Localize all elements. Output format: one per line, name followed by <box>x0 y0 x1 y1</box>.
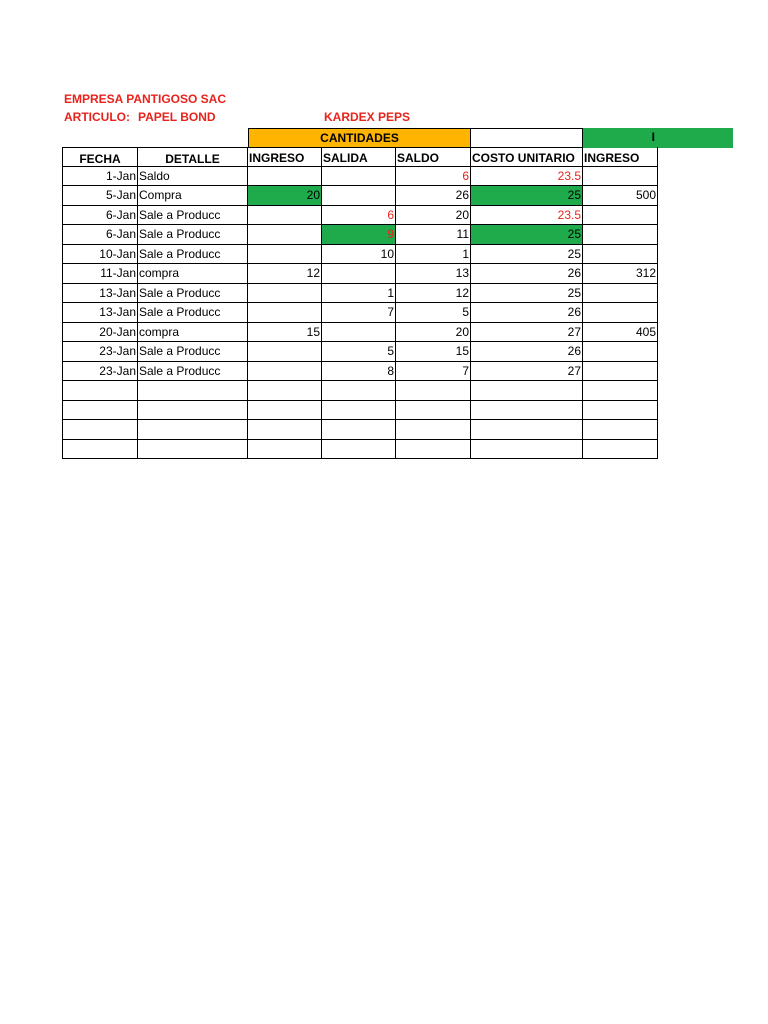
company-name: EMPRESA PANTIGOSO SAC <box>64 92 227 106</box>
table-cell-salida[interactable]: 5 <box>322 342 396 362</box>
empty-cell[interactable] <box>396 440 471 460</box>
empty-cell[interactable] <box>396 401 471 421</box>
column-header-detalle[interactable]: DETALLE <box>138 147 248 167</box>
empty-cell[interactable] <box>583 420 658 440</box>
empty-cell[interactable] <box>322 401 396 421</box>
empty-cell[interactable] <box>138 440 248 460</box>
table-cell-detalle[interactable]: Saldo <box>138 167 248 187</box>
table-cell-saldo[interactable]: 15 <box>396 342 471 362</box>
table-cell-detalle[interactable]: Sale a Producc <box>138 225 248 245</box>
table-cell-saldo[interactable]: 11 <box>396 225 471 245</box>
empty-cell[interactable] <box>248 420 322 440</box>
table-cell-salida[interactable]: 6 <box>322 206 396 226</box>
table-cell-costo[interactable]: 25 <box>471 186 583 206</box>
table-cell-saldo[interactable]: 20 <box>396 323 471 343</box>
table-cell-costo[interactable]: 27 <box>471 323 583 343</box>
table-cell-saldo[interactable]: 13 <box>396 264 471 284</box>
empty-cell[interactable] <box>322 420 396 440</box>
table-cell-fecha[interactable]: 5-Jan <box>62 186 138 206</box>
table-cell-saldo[interactable]: 20 <box>396 206 471 226</box>
empty-cell[interactable] <box>471 401 583 421</box>
empty-cell[interactable] <box>396 420 471 440</box>
table-cell-saldo[interactable]: 6 <box>396 167 471 187</box>
table-cell-saldo[interactable]: 1 <box>396 245 471 265</box>
table-cell-salida[interactable]: 7 <box>322 303 396 323</box>
table-cell-salida[interactable] <box>322 167 396 187</box>
empty-cell[interactable] <box>471 381 583 401</box>
table-cell-salida[interactable]: 8 <box>322 362 396 382</box>
table-cell-salida[interactable]: 10 <box>322 245 396 265</box>
table-cell-ingreso2[interactable] <box>583 303 658 323</box>
empty-cell[interactable] <box>62 401 138 421</box>
table-cell-detalle[interactable]: Sale a Producc <box>138 362 248 382</box>
table-cell-ingreso[interactable]: 15 <box>248 323 322 343</box>
empty-cell[interactable] <box>62 440 138 460</box>
column-header-ingreso2[interactable]: INGRESO <box>583 147 658 167</box>
table-cell-detalle[interactable]: Sale a Producc <box>138 342 248 362</box>
table-cell-ingreso2[interactable] <box>583 167 658 187</box>
table-cell-costo[interactable]: 27 <box>471 362 583 382</box>
empty-cell[interactable] <box>583 401 658 421</box>
kardex-title: KARDEX PEPS <box>324 110 411 124</box>
table-cell-detalle[interactable]: Sale a Producc <box>138 245 248 265</box>
article-label: ARTICULO: <box>64 110 130 124</box>
table-cell-salida[interactable] <box>322 186 396 206</box>
table-cell-fecha[interactable]: 23-Jan <box>62 342 138 362</box>
table-cell-ingreso[interactable] <box>248 245 322 265</box>
table-cell-costo[interactable]: 23.5 <box>471 167 583 187</box>
empty-cell[interactable] <box>248 381 322 401</box>
table-cell-ingreso[interactable] <box>248 167 322 187</box>
table-cell-salida[interactable] <box>322 264 396 284</box>
column-header-fecha[interactable]: FECHA <box>62 147 138 167</box>
column-header-saldo[interactable]: SALDO <box>396 147 471 167</box>
table-cell-detalle[interactable]: Compra <box>138 186 248 206</box>
table-cell-fecha[interactable]: 6-Jan <box>62 225 138 245</box>
table-cell-ingreso2[interactable] <box>583 362 658 382</box>
table-cell-salida[interactable]: 9 <box>322 225 396 245</box>
table-cell-ingreso[interactable] <box>248 206 322 226</box>
table-cell-saldo[interactable]: 12 <box>396 284 471 304</box>
empty-cell[interactable] <box>583 440 658 460</box>
empty-cell[interactable] <box>471 420 583 440</box>
table-cell-ingreso[interactable] <box>248 362 322 382</box>
table-cell-costo[interactable]: 25 <box>471 245 583 265</box>
empty-cell[interactable] <box>248 401 322 421</box>
empty-cell[interactable] <box>138 401 248 421</box>
table-cell-detalle[interactable]: compra <box>138 264 248 284</box>
table-cell-ingreso[interactable]: 12 <box>248 264 322 284</box>
empty-cell[interactable] <box>62 381 138 401</box>
table-cell-salida[interactable] <box>322 323 396 343</box>
table-cell-detalle[interactable]: Sale a Producc <box>138 284 248 304</box>
table-cell-ingreso2[interactable] <box>583 245 658 265</box>
table-cell-costo[interactable]: 26 <box>471 264 583 284</box>
empty-cell[interactable] <box>62 420 138 440</box>
table-cell-ingreso2[interactable]: 405 <box>583 323 658 343</box>
table-cell-costo[interactable]: 23.5 <box>471 206 583 226</box>
article-value: PAPEL BOND <box>138 110 216 124</box>
table-cell-detalle[interactable]: Sale a Producc <box>138 303 248 323</box>
empty-cell[interactable] <box>322 381 396 401</box>
empty-cell[interactable] <box>248 440 322 460</box>
table-cell-ingreso[interactable] <box>248 225 322 245</box>
empty-cell[interactable] <box>322 440 396 460</box>
empty-cell[interactable] <box>138 420 248 440</box>
empty-cell[interactable] <box>583 381 658 401</box>
column-header-salida[interactable]: SALIDA <box>322 147 396 167</box>
table-cell-ingreso2[interactable] <box>583 206 658 226</box>
table-cell-detalle[interactable]: compra <box>138 323 248 343</box>
table-cell-ingreso2[interactable] <box>583 284 658 304</box>
table-cell-costo[interactable]: 25 <box>471 225 583 245</box>
table-cell-ingreso2[interactable] <box>583 225 658 245</box>
empty-cell[interactable] <box>138 381 248 401</box>
table-cell-saldo[interactable]: 5 <box>396 303 471 323</box>
table-cell-ingreso[interactable] <box>248 284 322 304</box>
table-cell-fecha[interactable]: 6-Jan <box>62 206 138 226</box>
table-cell-saldo[interactable]: 26 <box>396 186 471 206</box>
table-cell-detalle[interactable]: Sale a Producc <box>138 206 248 226</box>
table-cell-fecha[interactable]: 20-Jan <box>62 323 138 343</box>
table-cell-fecha[interactable]: 23-Jan <box>62 362 138 382</box>
table-cell-fecha[interactable]: 1-Jan <box>62 167 138 187</box>
table-cell-costo[interactable]: 26 <box>471 342 583 362</box>
table-cell-saldo[interactable]: 7 <box>396 362 471 382</box>
table-cell-costo[interactable]: 26 <box>471 303 583 323</box>
table-cell-fecha[interactable]: 13-Jan <box>62 284 138 304</box>
group-header-importes[interactable]: I <box>583 128 733 148</box>
table-cell-costo[interactable]: 25 <box>471 284 583 304</box>
group-header-cantidades[interactable]: CANTIDADES <box>248 128 471 148</box>
table-cell-ingreso[interactable] <box>248 303 322 323</box>
group-header-blank[interactable] <box>471 128 583 148</box>
column-header-costo[interactable]: COSTO UNITARIO <box>471 147 583 167</box>
column-header-ingreso[interactable]: INGRESO <box>248 147 322 167</box>
table-cell-fecha[interactable]: 10-Jan <box>62 245 138 265</box>
table-cell-ingreso2[interactable] <box>583 342 658 362</box>
empty-cell[interactable] <box>396 381 471 401</box>
table-cell-salida[interactable]: 1 <box>322 284 396 304</box>
table-cell-ingreso[interactable] <box>248 342 322 362</box>
table-cell-fecha[interactable]: 13-Jan <box>62 303 138 323</box>
empty-cell[interactable] <box>471 440 583 460</box>
table-cell-ingreso2[interactable]: 500 <box>583 186 658 206</box>
table-cell-ingreso2[interactable]: 312 <box>583 264 658 284</box>
table-cell-fecha[interactable]: 11-Jan <box>62 264 138 284</box>
table-cell-ingreso[interactable]: 20 <box>248 186 322 206</box>
